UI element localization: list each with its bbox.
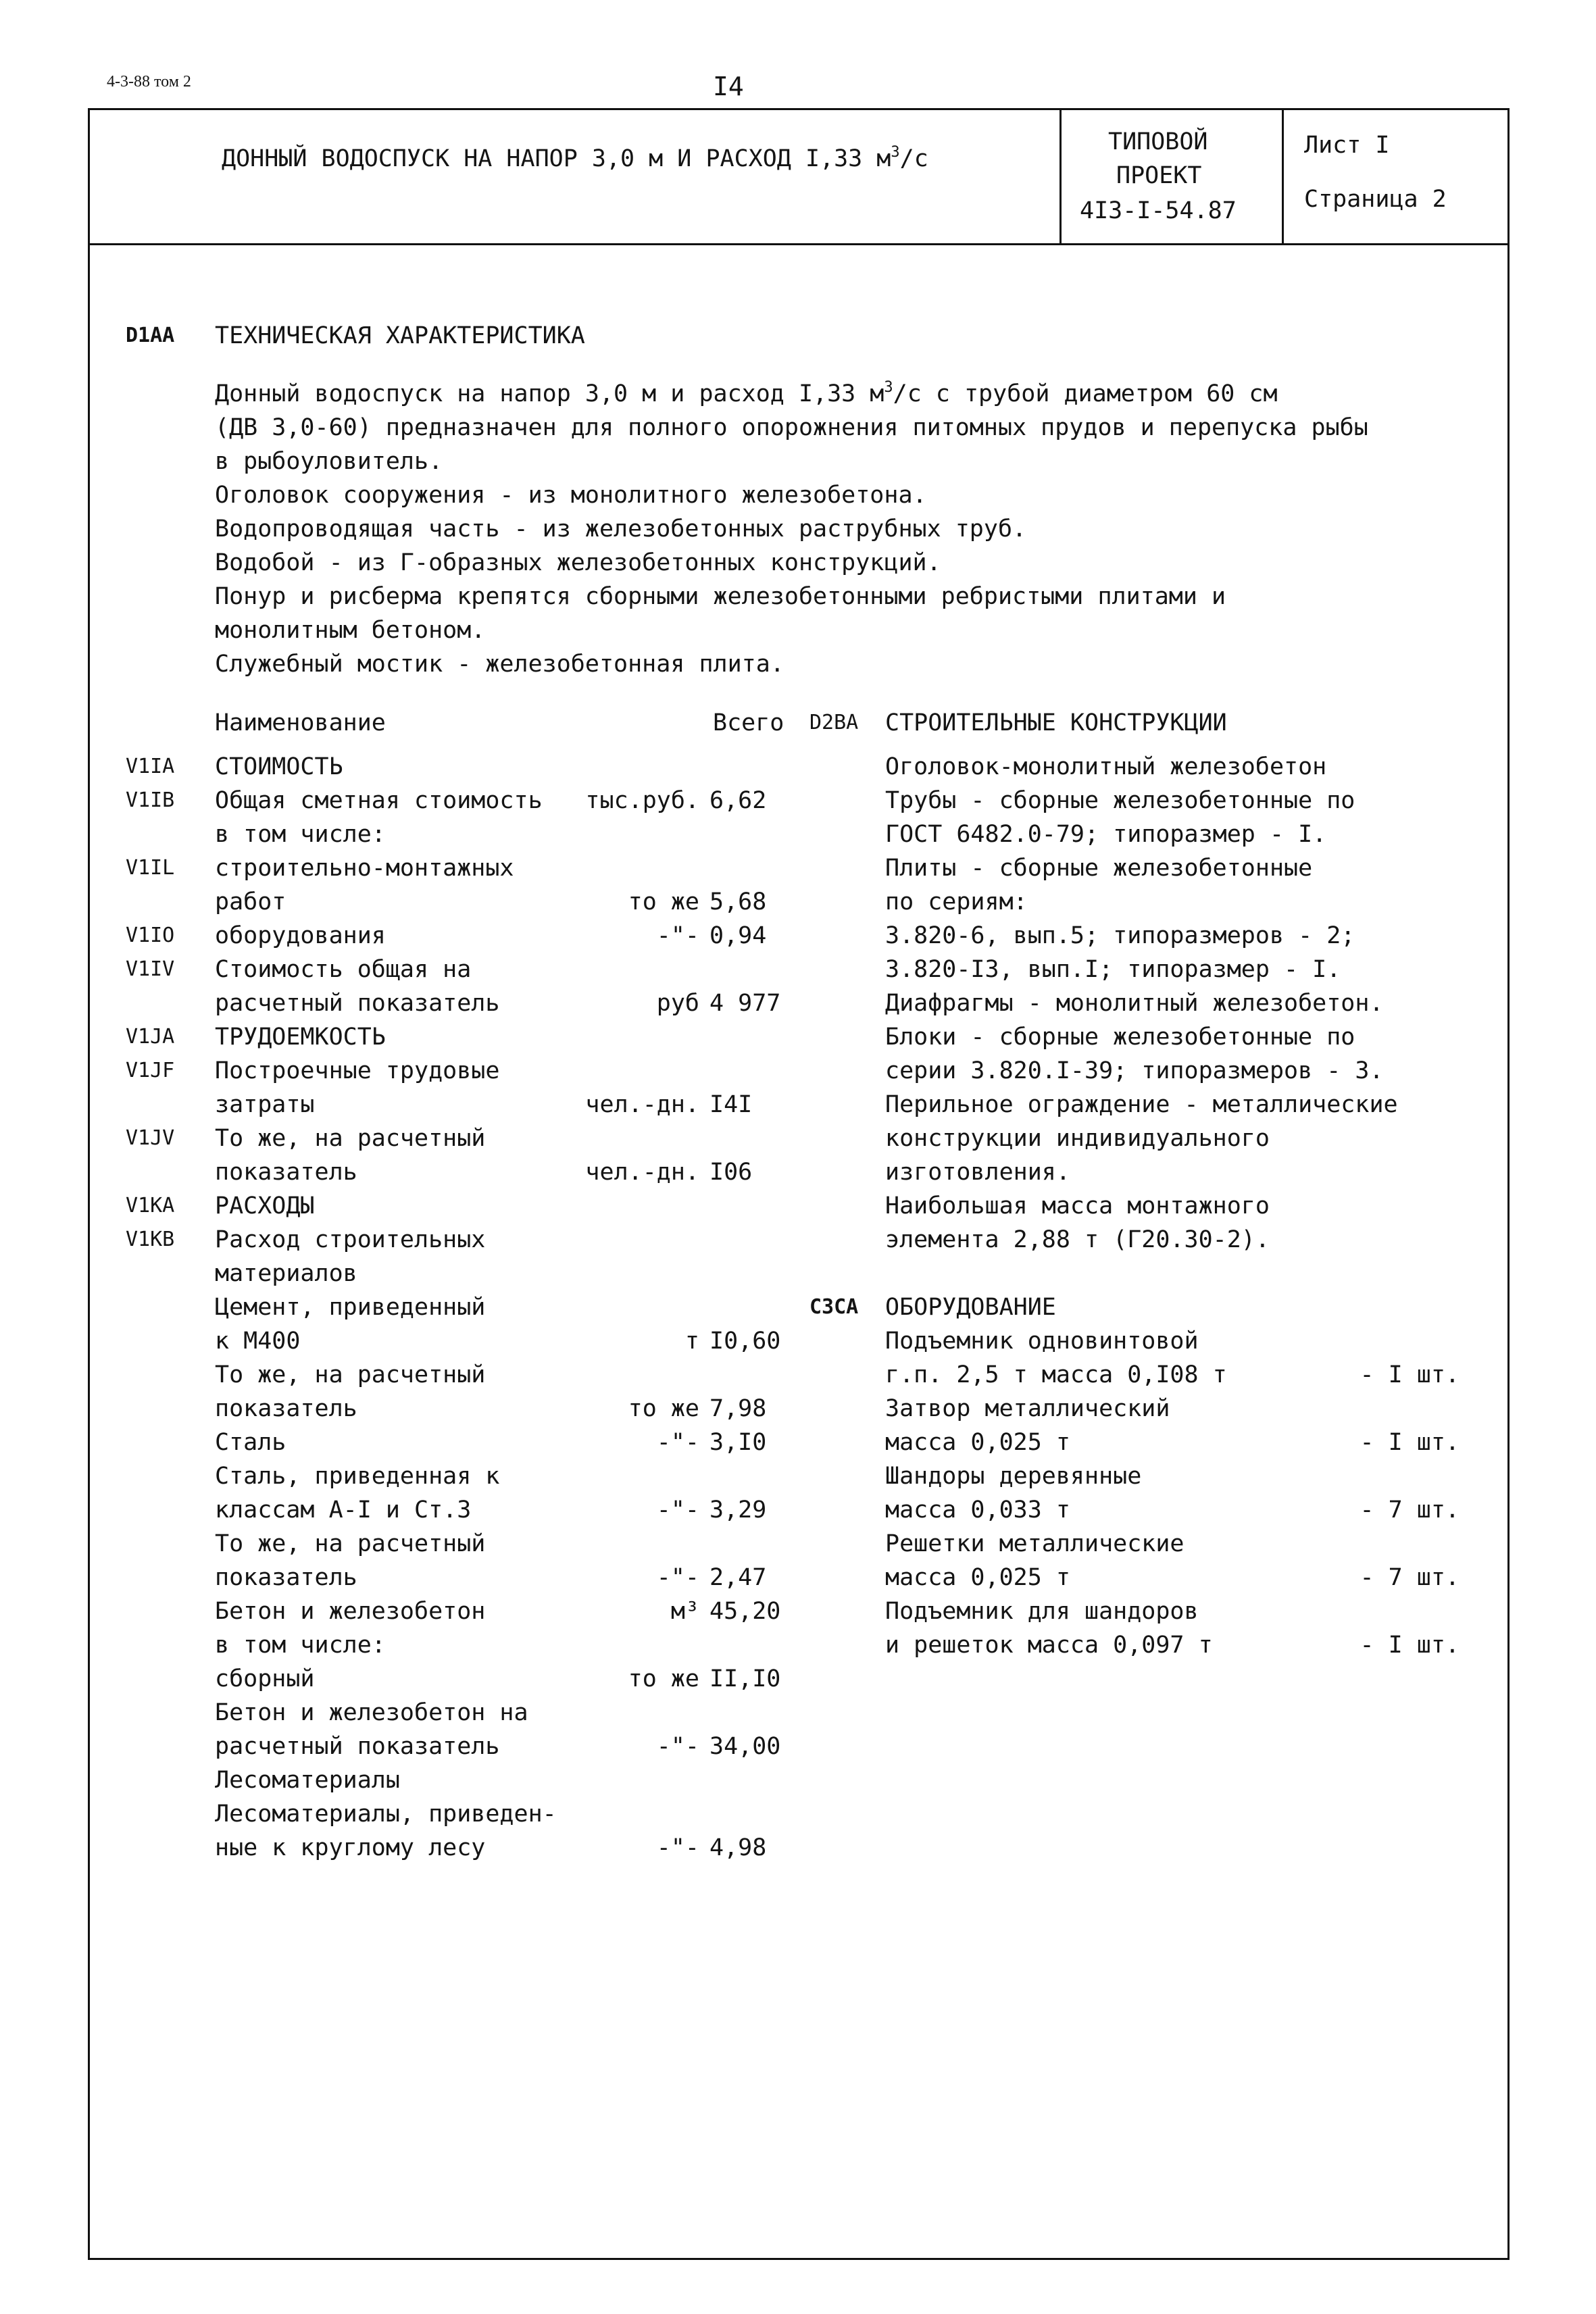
header-col-divider-2 <box>1282 108 1284 243</box>
row-unit: руб <box>656 990 699 1017</box>
page-number: I4 <box>713 72 744 101</box>
equipment-line: г.п. 2,5 т масса 0,I08 т <box>885 1361 1227 1388</box>
row-name: оборудования <box>215 922 386 949</box>
row-value: II,I0 <box>709 1665 781 1692</box>
equipment-qty: - I шт. <box>1360 1429 1460 1456</box>
tech-line: Оголовок сооружения - из монолитного железобетона. <box>215 482 927 509</box>
project-code: 4I3-I-54.87 <box>1080 197 1237 224</box>
row-name: РАСХОДЫ <box>215 1192 315 1219</box>
row-value: 5,68 <box>709 888 767 915</box>
row-name: ТРУДОЕМКОСТЬ <box>215 1024 386 1051</box>
equipment-line: масса 0,025 т <box>885 1429 1070 1456</box>
row-name: в том числе: <box>215 821 386 848</box>
row-unit: -"- <box>656 1429 699 1456</box>
tech-paragraph-line: Донный водоспуск на напор 3,0 м и расход I,33 $м^3/с$ с трубой диаметром 60 см <box>215 379 1278 407</box>
row-code: V1IO <box>126 924 175 947</box>
equipment-line: Подъемник для шандоров <box>885 1598 1199 1625</box>
row-name: материалов <box>215 1260 357 1287</box>
section-code-tech: D1AA <box>126 324 175 347</box>
row-name: показатель <box>215 1564 357 1591</box>
row-unit: -"- <box>656 1564 699 1591</box>
table-head-name: Наименование <box>215 709 386 736</box>
equipment-line: масса 0,033 т <box>885 1496 1070 1524</box>
document-title: ДОННЫЙ ВОДОСПУСК НА НАПОР 3,0 м И РАСХОД I,33 $м^3/с$ <box>222 144 928 172</box>
construction-line: Оголовок-монолитный железобетон <box>885 753 1327 780</box>
row-value: 6,62 <box>709 787 767 814</box>
row-unit: м³ <box>670 1598 699 1625</box>
project-type-line1: ТИПОВОЙ <box>1108 128 1208 155</box>
row-name: Бетон и железобетон <box>215 1598 486 1625</box>
construction-line: ГОСТ 6482.0-79; типоразмер - I. <box>885 821 1327 848</box>
construction-line: серии 3.820.I-39; типоразмеров - 3. <box>885 1057 1384 1084</box>
row-code: V1KB <box>126 1228 175 1251</box>
header-col-divider-1 <box>1059 108 1062 243</box>
row-name: расчетный показатель <box>215 1733 500 1760</box>
construction-line: Наибольшая масса монтажного <box>885 1192 1270 1219</box>
construction-line: изготовления. <box>885 1159 1070 1186</box>
tech-line: в рыбоуловитель. <box>215 448 443 475</box>
page-label: Страница 2 <box>1304 186 1447 213</box>
row-name: Сталь, приведенная к <box>215 1463 500 1490</box>
row-name: Общая сметная стоимость <box>215 787 543 814</box>
row-code: V1IL <box>126 856 175 880</box>
row-unit: -"- <box>656 1834 699 1861</box>
tech-line: Понур и рисберма крепятся сборными железобетонными ребристыми плитами и <box>215 583 1226 610</box>
table-head-total: Всего <box>713 709 784 736</box>
row-unit: то же <box>628 1395 699 1422</box>
row-name: показатель <box>215 1395 357 1422</box>
equipment-qty: - I шт. <box>1360 1361 1460 1388</box>
section-code-constructions: D2BA <box>809 711 859 734</box>
row-code: V1JA <box>126 1025 175 1049</box>
row-name: Сталь <box>215 1429 286 1456</box>
row-unit: чел.-дн. <box>585 1159 699 1186</box>
row-name: Расход строительных <box>215 1226 486 1253</box>
construction-line: 3.820-I3, вып.I; типоразмер - I. <box>885 956 1341 983</box>
row-value: I0,60 <box>709 1328 781 1355</box>
tech-line: монолитным бетоном. <box>215 617 486 644</box>
row-unit: чел.-дн. <box>585 1091 699 1118</box>
row-name: строительно-монтажных <box>215 855 514 882</box>
corner-label: 4-3-88 том 2 <box>107 73 191 91</box>
equipment-qty: - 7 шт. <box>1360 1564 1460 1591</box>
row-name: ные к круглому лесу <box>215 1834 486 1861</box>
row-value: 45,20 <box>709 1598 781 1625</box>
equipment-line: Решетки металлические <box>885 1530 1184 1557</box>
row-unit: то же <box>628 888 699 915</box>
equipment-line: Шандоры деревянные <box>885 1463 1142 1490</box>
construction-line: Трубы - сборные железобетонные по <box>885 787 1355 814</box>
row-value: I4I <box>709 1091 753 1118</box>
row-name: Лесоматериалы <box>215 1767 400 1794</box>
row-value: 7,98 <box>709 1395 767 1422</box>
tech-line: Водопроводящая часть - из железобетонных раструбных труб. <box>215 515 1027 543</box>
row-unit: то же <box>628 1665 699 1692</box>
row-value: 3,29 <box>709 1496 767 1524</box>
row-value: 4,98 <box>709 1834 767 1861</box>
header-divider <box>88 243 1510 245</box>
row-name: То же, на расчетный <box>215 1530 486 1557</box>
row-unit: тыс.руб. <box>585 787 699 814</box>
row-name: То же, на расчетный <box>215 1125 486 1152</box>
row-name: Цемент, приведенный <box>215 1294 486 1321</box>
equipment-line: масса 0,025 т <box>885 1564 1070 1591</box>
row-value: 3,I0 <box>709 1429 767 1456</box>
row-code: V1JV <box>126 1126 175 1150</box>
row-unit: -"- <box>656 922 699 949</box>
row-value: 2,47 <box>709 1564 767 1591</box>
construction-line: Блоки - сборные железобетонные по <box>885 1024 1355 1051</box>
section-code-equipment: C3CA <box>809 1295 859 1319</box>
row-value: 34,00 <box>709 1733 781 1760</box>
construction-line: элемента 2,88 т (Г20.30-2). <box>885 1226 1270 1253</box>
row-name: в том числе: <box>215 1632 386 1659</box>
row-name: затраты <box>215 1091 315 1118</box>
row-code: V1IB <box>126 788 175 812</box>
tech-line: Служебный мостик - железобетонная плита. <box>215 651 784 678</box>
row-code: V1IA <box>126 755 175 778</box>
row-code: V1KA <box>126 1194 175 1217</box>
construction-line: Диафрагмы - монолитный железобетон. <box>885 990 1384 1017</box>
row-name: работ <box>215 888 286 915</box>
tech-line: (ДВ 3,0-60) предназначен для полного опорожнения питомных прудов и перепуска рыбы <box>215 414 1368 441</box>
row-value: 0,94 <box>709 922 767 949</box>
row-name: показатель <box>215 1159 357 1186</box>
equipment-line: Затвор металлический <box>885 1395 1170 1422</box>
construction-line: 3.820-6, вып.5; типоразмеров - 2; <box>885 922 1355 949</box>
row-value: I06 <box>709 1159 753 1186</box>
section-heading-constructions: СТРОИТЕЛЬНЫЕ КОНСТРУКЦИИ <box>885 709 1227 736</box>
row-code: V1JF <box>126 1059 175 1082</box>
row-name: Бетон и железобетон на <box>215 1699 528 1726</box>
equipment-line: и решеток масса 0,097 т <box>885 1632 1213 1659</box>
row-unit: т <box>684 1328 699 1355</box>
section-heading-tech: ТЕХНИЧЕСКАЯ ХАРАКТЕРИСТИКА <box>215 322 585 349</box>
row-name: Построечные трудовые <box>215 1057 500 1084</box>
row-value: 4 977 <box>709 990 781 1017</box>
row-name: Лесоматериалы, приведен- <box>215 1801 557 1828</box>
row-name: к М400 <box>215 1328 301 1355</box>
project-type-line2: ПРОЕКТ <box>1116 162 1202 189</box>
row-unit: -"- <box>656 1496 699 1524</box>
row-name: расчетный показатель <box>215 990 500 1017</box>
row-name: Стоимость общая на <box>215 956 472 983</box>
tech-line: Водобой - из Г-образных железобетонных конструкций. <box>215 549 941 576</box>
row-name: классам А-I и Ст.3 <box>215 1496 472 1524</box>
row-unit: -"- <box>656 1733 699 1760</box>
construction-line: по сериям: <box>885 888 1028 915</box>
section-heading-equipment: ОБОРУДОВАНИЕ <box>885 1294 1056 1321</box>
equipment-qty: - 7 шт. <box>1360 1496 1460 1524</box>
row-code: V1IV <box>126 957 175 981</box>
row-name: То же, на расчетный <box>215 1361 486 1388</box>
row-name: сборный <box>215 1665 315 1692</box>
row-name: СТОИМОСТЬ <box>215 753 343 780</box>
construction-line: конструкции индивидуального <box>885 1125 1270 1152</box>
equipment-qty: - I шт. <box>1360 1632 1460 1659</box>
sheet-number: Лист I <box>1304 132 1390 159</box>
equipment-line: Подъемник одновинтовой <box>885 1328 1199 1355</box>
construction-line: Перильное ограждение - металлические <box>885 1091 1398 1118</box>
construction-line: Плиты - сборные железобетонные <box>885 855 1313 882</box>
